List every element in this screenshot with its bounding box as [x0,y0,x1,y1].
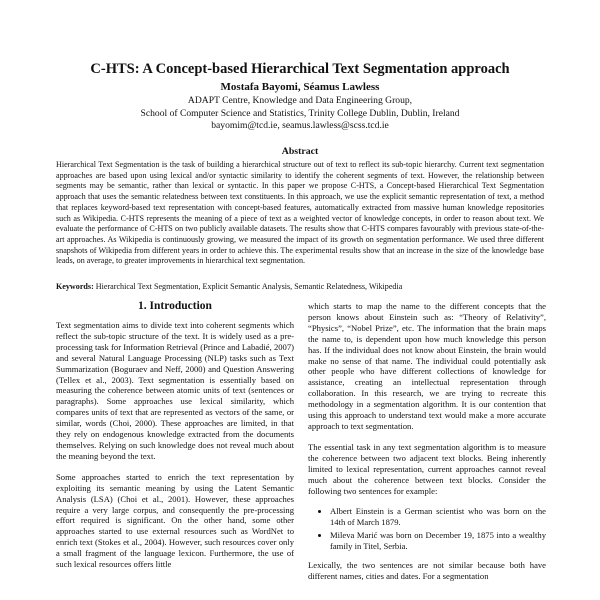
affiliation-line: ADAPT Centre, Knowledge and Data Engineering Group, [187,95,413,106]
right-column [308,301,546,592]
list-item: • Albert Einstein is a German scientist who was born on the 14th of March 1879. [330,506,546,528]
paragraph: Lexically, the two sentences are not similar because both have different names, cities and dates. For a segmentation [308,560,546,581]
affiliation-line: School of Computer Science and Statistics, Trinity College Dublin, Dublin, Ireland [140,107,460,119]
list-item: • Mileva Marić was born on December 19, 1875 into a wealthy family in Titel, Serbia. [330,530,546,552]
paragraph: which starts to map the name to the different concepts that the person knows about Einstein such as: “Theory of Relativity”, “Physics”, “Nobel Prize”, etc. The information that the brain maps the name to, is dependent upon how much knowledge this person has. If the individual does not know about Einstein, the brain would make no sense of that name. The individual could potentially ask other people who have different collections of knowledge for assistance, creating an intellectual representation through collaboration. In this research, we are trying to recreate this methodology in a segmentation algorithm. It is our contention that using this approach to understand text would make a more accurate approach to text segmentation. [308,301,546,431]
abstract-body: Hierarchical Text Segmentation is the task of building a hierarchical structure out of text to reflect its sub-topic hierarchy. Current text segmentation approaches are based upon using lexical and/or syntactic similarity to identify the coherent segments of text. However, the relationship between segments may be semantic, rather than lexical or syntactic. In this paper we propose C-HTS, a Concept-based Hierarchical Text Segmentation approach that uses the semantic relatedness between text constituents. In this approach, we use the explicit semantic representation of text, a method that replaces keyword-based text representation with concept-based features, automatically extracted from massive human knowledge repositories such as Wikipedia. C-HTS represents the meaning of a piece of text as a weighted vector of knowledge concepts, in order to reason about text. We evaluate the performance of C-HTS on two publicly available datasets. The results show that C-HTS compares favourably with previous state-of-the-art approaches. As Wikipedia is continuously growing, we measured the impact of its growth on segmentation performance. We used three different snapshots of Wikipedia from different years in order to achieve this. The experimental results show that an increase in the size of the knowledge base leads, on average, to greater improvements in hierarchical text segmentation. [56,160,544,266]
paragraph: The essential task in any text segmentation algorithm is to measure the coherence between two adjacent text blocks. Being inherently limited to lexical representation, current approaches cannot reveal much about the coherence between text blocks. Consider the following two sentences for example: [308,441,546,496]
paper-title: C-HTS: A Concept-based Hierarchical Text Segmentation approach [90,61,510,77]
paragraph: Text segmentation aims to divide text into coherent segments which reflect the sub-topic structure of the text. It is widely used as a pre-processing task for Information Retrieval (Prince and Labadié, 2007) and several Natural Language Processing (NLP) tasks such as Text Summarization (Boguraev and Neff, 2000) and Question Answering (Tellex et al., 2003). Text segmentation is essentially based on measuring the coherence between atomic units of text (sentences or paragraphs). Some approaches use lexical similarity, which compares units of text that are represented as vectors of the same, or similar, words (Choi, 2000). These approaches are limited, in that they rely on endogenous knowledge extracted from the documents themselves. Relying on such knowledge does not reveal much about the meaning beyond the text. [56,320,294,461]
paragraph: Some approaches started to enrich the text representation by exploiting its semantic meaning by using the Latent Semantic Analysis (LSA) (Choi et al., 2001). However, these approaches require a very large corpus, and consequently the pre-processing effort required is significant. On the other hand, some other approaches started to use external resources such as WordNet to enrich text (Stokes et al., 2004). However, such resources cover only a small fragment of the language lexicon. Furthermore, the use of such lexical resources offers little [56,471,294,570]
abstract-heading: Abstract [281,146,319,157]
left-column [56,320,294,580]
paper-authors: Mostafa Bayomi, Séamus Lawless [220,81,380,93]
keywords-line [56,282,544,293]
example-sentence-list [308,506,546,552]
keywords-label: Keywords: [56,282,94,291]
keywords-text: Hierarchical Text Segmentation, Explicit Semantic Analysis, Semantic Relatedness, Wikipedia [95,282,403,291]
author-emails: bayomim@tcd.ie, seamus.lawless@scss.tcd.ie [211,120,389,131]
author-affiliation [0,95,600,133]
section-heading-introduction: 1. Introduction [138,300,212,312]
